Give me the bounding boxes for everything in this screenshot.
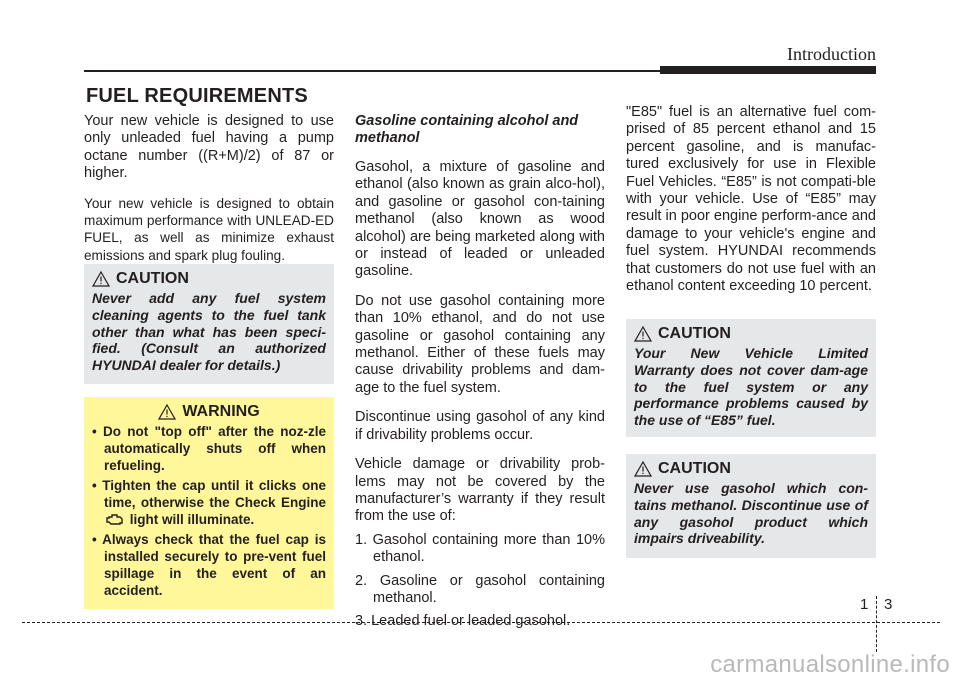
caution-title-text: CAUTION [658,325,731,342]
warning-title-text: WARNING [182,403,260,420]
watermark: carmanualsonline.info [710,651,950,678]
check-engine-icon [106,513,124,525]
caution-box-2 [626,319,876,437]
caution-title [634,325,868,343]
warning-item: • Do not "top off" after the noz-zle automatically shuts off when refueling. [92,424,326,473]
gasohol-paragraph: Gasohol, a mixture of gasoline and ethanol (also known as grain alco-hol), and gasoline or gasohol con-taining methanol (also known as wood alcohol) are being marketed along with or instead of leaded or unleaded gasoline. [355,159,605,280]
caution-title-text: CAUTION [116,270,189,287]
warning-title [92,403,326,421]
fuel-list [355,532,605,631]
header-rule-bar [660,66,876,74]
caution-body: Never add any fuel system cleaning agents to the fuel tank other than what has been speci-fied. (Consult an authorized HYUNDAI dealer for details.) [92,290,326,374]
caution-title [92,270,326,288]
section-title: Introduction [787,44,876,64]
header-rule [84,70,660,72]
caution-box-1 [84,264,334,384]
warning-item: • Always check that the fuel cap is installed securely to pre-vent fuel spillage in the event of an accident. [92,532,326,598]
page-heading: FUEL REQUIREMENTS [86,85,308,107]
warning-list [92,423,326,599]
warning-triangle-icon [634,461,652,477]
footer-rule [22,622,940,623]
subheading: Gasoline containing alcohol and methanol [355,113,579,146]
column-1 [84,113,334,276]
caution-box-3 [626,454,876,558]
warning-item: • Tighten the cap until it clicks one time, otherwise the Check Engine light will illuminate. [92,478,326,527]
page-number: 3 [884,596,893,613]
chapter-number: 1 [860,596,869,613]
gasohol-paragraph: Do not use gasohol containing more than 10% ethanol, and do not use gasoline or gasohol containing any methanol. Either of these fuels may cause drivability problems and dam-age to the fuel system. [355,292,605,396]
intro-paragraph-1: Your new vehicle is designed to use only unleaded fuel having a pump octane number ((R+M)/2) of 87 or higher. [84,113,334,182]
caution-title [634,460,868,478]
caution-title-text: CAUTION [658,460,731,477]
column-3 [626,104,876,307]
caution-body: Your New Vehicle Limited Warranty does not cover dam-age to the fuel system or any performance problems caused by the use of “E85” fuel. [634,345,868,429]
list-item: 2. Gasoline or gasohol containing methanol. [355,572,605,606]
warning-triangle-icon [634,326,652,342]
e85-paragraph: "E85" fuel is an alternative fuel com-prised of 85 percent ethanol and 15 percent gasoline, and is manufac-tured exclusively for use in Flexible Fuel Vehicles. “E85” is not compati-ble with your vehicle. Use of “E85” may result in poor engine perform-ance and damage to your vehicle's engine and fuel system. HYUNDAI recommends that customers do not use fuel with an ethanol content exceeding 10 percent. [626,104,876,295]
gasohol-paragraph: Vehicle damage or drivability prob-lems may not be covered by the manufacturer’s warranty if they result from the use of: [355,456,605,525]
list-item: 3. Leaded fuel or leaded gasohol. [355,613,571,630]
intro-paragraph-2: Your new vehicle is designed to obtain maximum performance with UNLEAD-ED FUEL, as well as minimize exhaust emissions and spark plug fouling. [84,195,334,263]
gasohol-paragraph: Discontinue using gasohol of any kind if drivability problems occur. [355,409,605,443]
list-item: 1. Gasohol containing more than 10% ethanol. [355,531,605,566]
warning-triangle-icon [92,271,110,287]
caution-body: Never use gasohol which con-tains methanol. Discontinue use of any gasohol product which impairs driveability. [634,480,868,547]
page-number-separator [876,596,877,652]
column-2 [355,113,605,637]
warning-box [84,397,334,609]
warning-triangle-icon [158,404,176,420]
